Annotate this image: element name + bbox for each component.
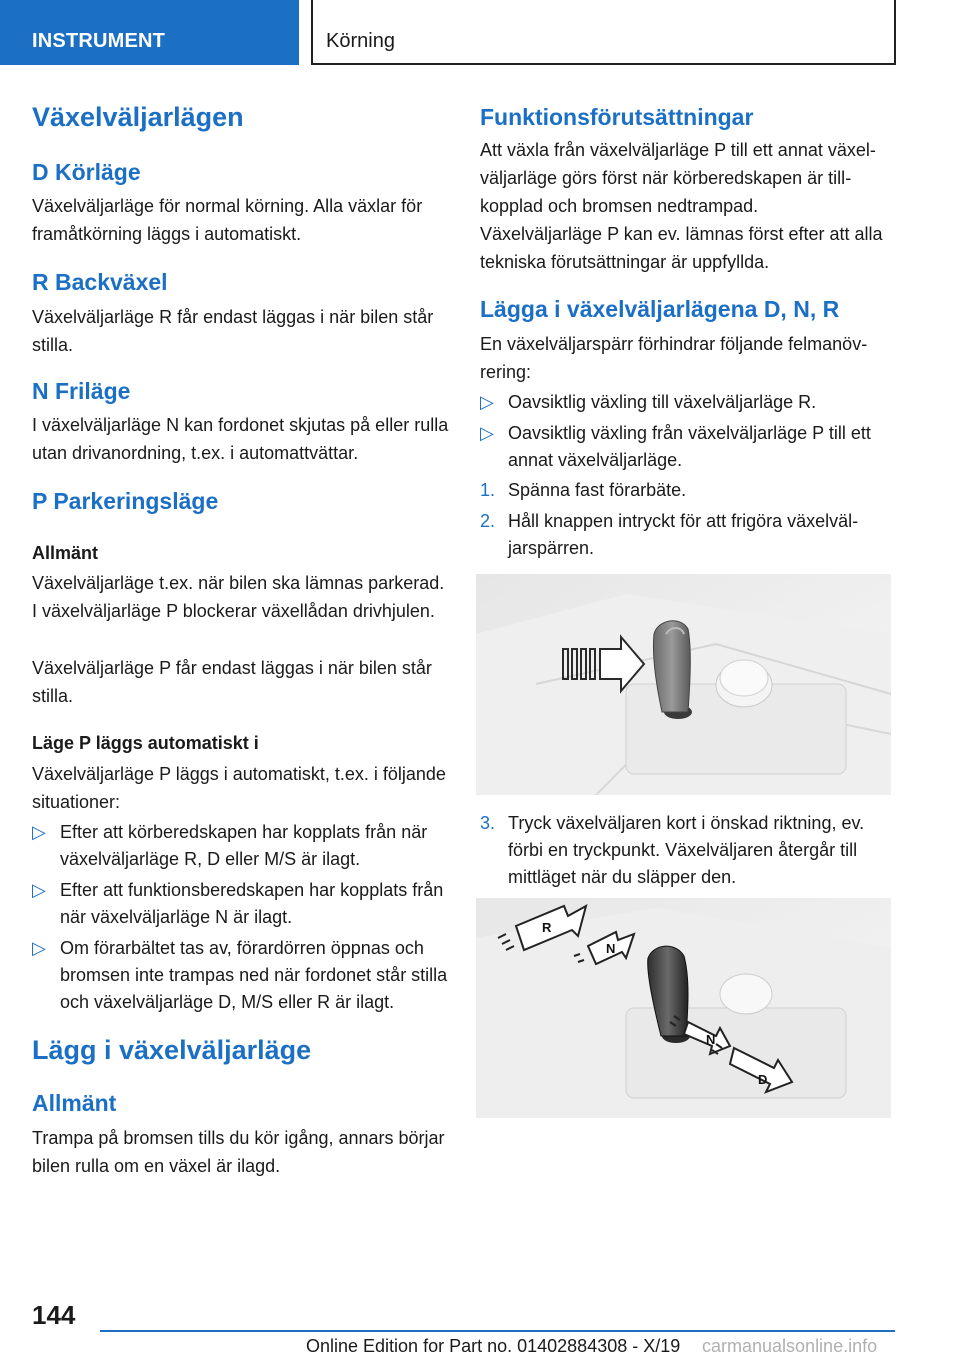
header-section-title: Körning xyxy=(326,30,395,52)
step-text: Tryck växelväljaren kort i önskad riktning, ev. förbi en tryckpunkt. Växelväljaren återgår till mittläget när du släpper den. xyxy=(508,813,865,887)
header-frame xyxy=(311,0,896,65)
triangle-bullet-icon: ▷ xyxy=(480,392,494,412)
text-lagga: En växelväljarspärr förhindrar följande felmanövrering: xyxy=(480,334,868,382)
heading-lagga-d-n-r: Lägga i växelväljarlägena D, N, R xyxy=(480,296,840,322)
list-item xyxy=(32,877,452,931)
list-item xyxy=(480,508,900,562)
triangle-bullet-icon: ▷ xyxy=(32,880,46,900)
triangle-bullet-icon: ▷ xyxy=(480,423,494,443)
header-tab xyxy=(0,0,299,65)
heading-lagg-i-vaxelvaljarlage: Lägg i växelväljarläge xyxy=(32,1035,312,1065)
text-lagg-allmant: Trampa på bromsen tills du kör igång, annars börjar bilen rulla om en växel är ilagd. xyxy=(32,1128,445,1176)
heading-p-parkeringslage: P Parkeringsläge xyxy=(32,488,219,514)
heading-r-backvaxel: R Backväxel xyxy=(32,269,168,295)
heading-funktionsforutsattningar: Funktionsförutsättningar xyxy=(480,104,754,130)
step-text: Spänna fast förarbäte. xyxy=(508,480,687,500)
text-allmant-1: Växelväljarläge t.ex. när bilen ska lämnas parkerad. I växelväljarläge P blockerar växellådan drivhjulen. xyxy=(32,573,445,621)
list-item xyxy=(32,819,452,873)
step-number: 2. xyxy=(480,511,496,531)
text-r-backvaxel: Växelväljarläge R får endast läggas i när bilen står stilla. xyxy=(32,307,434,355)
list-item-text: Oavsiktlig växling från växelväljarläge P till ett annat växelväljarläge. xyxy=(508,423,871,470)
heading-p-automatiskt: Läge P läggs automatiskt i xyxy=(32,733,259,753)
heading-d-korlage: D Körläge xyxy=(32,159,141,185)
page-title: Växelväljarlägen xyxy=(32,102,244,132)
triangle-bullet-icon: ▷ xyxy=(32,822,46,842)
list-item-text: Efter att funktionsberedskapen har kopplats från när växelväljarläge N är ilagt. xyxy=(60,880,444,927)
list-item-text: Om förarbältet tas av, förardörren öppnas och bromsen inte trampas ned när fordonet står stilla och växelväljarläge D, M/S eller R är ilagt. xyxy=(60,938,448,1012)
triangle-bullet-icon: ▷ xyxy=(32,938,46,958)
fig-label-n: N xyxy=(606,941,616,956)
page-number: 144 xyxy=(32,1300,76,1330)
list-item xyxy=(32,935,452,1016)
footer-rule xyxy=(100,1330,895,1332)
footer-edition: Online Edition for Part no. 01402884308 - X/19 xyxy=(306,1336,681,1356)
figure-gear-selector-directions xyxy=(476,898,891,1118)
list-item xyxy=(480,477,900,504)
text-allmant-2: Växelväljarläge P får endast läggas i när bilen står stilla. xyxy=(32,658,432,706)
header-tab-label: INSTRUMENT xyxy=(32,30,166,52)
text-p-automatiskt: Växelväljarläge P läggs i automatiskt, t.ex. i följande situationer: xyxy=(32,764,446,812)
text-funktion-1: Att växla från växelväljarläge P till ett annat växelväljarläge görs först när körberedskapen är tillkopplad och bromsen nedtrampad. xyxy=(480,140,876,216)
list-item xyxy=(480,389,900,416)
heading-lagg-allmant: Allmänt xyxy=(32,1090,117,1116)
text-d-korlage: Växelväljarläge för normal körning. Alla växlar för framåtkörning läggs i automatiskt. xyxy=(32,196,423,244)
text-n-frilage: I växelväljarläge N kan fordonet skjutas på eller rulla utan drivanordning, t.ex. i automattvättar. xyxy=(32,415,449,463)
footer-watermark: carmanualsonline.info xyxy=(702,1336,878,1356)
fig-label-n2: N xyxy=(706,1032,716,1047)
heading-allmant: Allmänt xyxy=(32,543,99,563)
heading-n-frilage: N Friläge xyxy=(32,378,131,404)
list-item-text: Efter att körberedskapen har kopplats från när växelväljarläge R, D eller M/S är ilagt. xyxy=(60,822,428,869)
step-number: 1. xyxy=(480,480,496,500)
list-item xyxy=(480,420,900,474)
step-number: 3. xyxy=(480,813,496,833)
text-funktion-2: Växelväljarläge P kan ev. lämnas först efter att alla tekniska förutsättningar är uppfyllda. xyxy=(480,224,883,272)
fig-label-r: R xyxy=(542,920,552,935)
list-item-text: Oavsiktlig växling till växelväljarläge R. xyxy=(508,392,817,412)
figure-gear-selector-button xyxy=(476,574,891,795)
step-text: Håll knappen intryckt för att frigöra växelväljarspärren. xyxy=(508,511,859,558)
fig-label-d: D xyxy=(758,1072,768,1087)
list-item xyxy=(480,810,900,891)
